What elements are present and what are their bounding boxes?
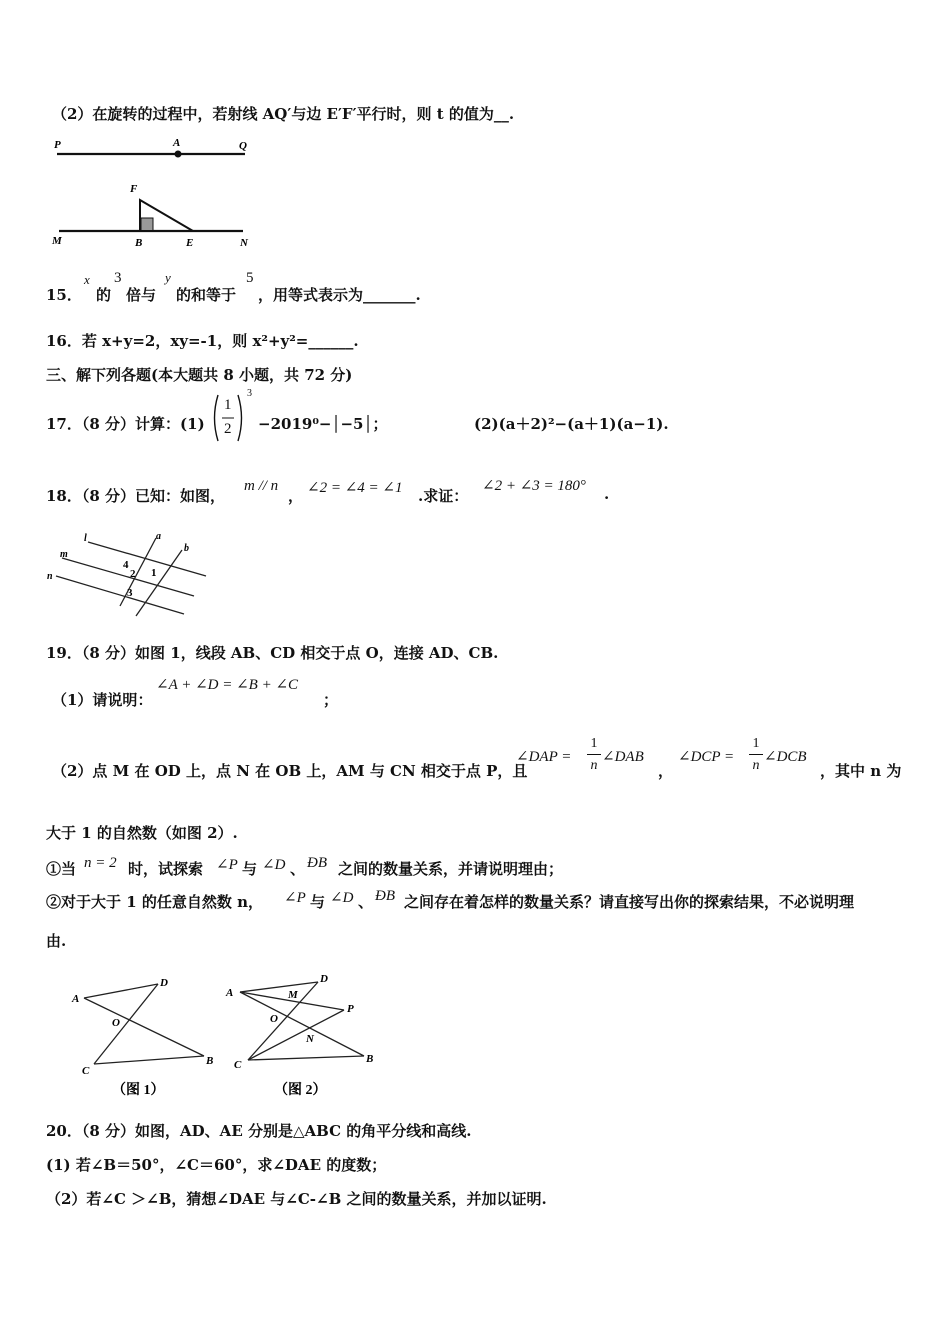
q18-angles: ∠2 = ∠4 = ∠1 (307, 480, 403, 496)
q15-num-3: 3 (114, 270, 122, 286)
q19-c1-mid: 时，试探索 (128, 860, 204, 878)
right-angle-mark (141, 218, 153, 231)
label-b-line: b (184, 543, 189, 554)
q19-frac1-bar (587, 754, 601, 755)
q19-frac2-num: 1 (752, 736, 760, 751)
q18-prefix: 18．（8 分）已知：如图， (46, 487, 226, 505)
q19-c1-end: 之间的数量关系，并请说明理由； (338, 860, 564, 878)
fig2-label-o: O (270, 1013, 278, 1025)
fig1-label-o: O (112, 1017, 120, 1029)
q16-text: 16．若 x+y=2，xy=-1，则 x²+y²=______. (46, 332, 359, 350)
q19-frac2-den: n (752, 758, 760, 773)
segment-cb (94, 1056, 204, 1064)
q19-c1-angle-d: ∠D (262, 857, 286, 873)
q15-var-y: y (165, 270, 171, 285)
q14-part2-text: （2）在旋转的过程中，若射线 AQ′与边 E′F′平行时，则 t 的值为__. (52, 105, 515, 123)
q19-sep: ， (658, 762, 674, 780)
label-f: F (130, 183, 138, 195)
label-a-line: a (156, 531, 161, 542)
q19-frac1-den: n (590, 758, 598, 773)
fig2-label-n: N (306, 1033, 314, 1045)
q19-frac1-num: 1 (590, 736, 598, 751)
fig1-label-c: C (82, 1065, 90, 1077)
fig2-label-d: D (320, 973, 328, 985)
q17-rest: −2019⁰−│−5│； (258, 415, 388, 433)
figure-q19-1 (62, 970, 222, 1100)
label-n-line: n (47, 571, 53, 582)
section3-heading: 三、解下列各题(本大题共 8 小题，共 72 分) (46, 366, 353, 384)
q15-var-x: x (84, 272, 90, 287)
q19-c1-dun: 、 (290, 860, 306, 878)
fig2-label-m: M (288, 989, 298, 1001)
q19-p2-end: ，其中 n 为 (820, 762, 902, 780)
q15-text-beiyu: 倍与 (126, 286, 157, 304)
q19-c2-dun: 、 (358, 893, 374, 911)
q19-c2-end: 之间存在着怎样的数量关系？请直接写出你的探索结果，不必说明理 (404, 893, 855, 911)
q19-dcb: ∠DCB (764, 749, 807, 765)
fig1-caption: （图 1） (112, 1083, 165, 1098)
line-n (56, 576, 184, 614)
q19-c2-last: 由. (46, 932, 67, 950)
q18-prove: .求证： (418, 487, 469, 505)
q19-frac2-bar (749, 754, 763, 755)
q19-c1-yu: 与 (242, 860, 258, 878)
q19-line1: 19．（8 分）如图 1，线段 AB、CD 相交于点 O，连接 AD、CB. (46, 644, 499, 662)
q20-line1: 20．（8 分）如图，AD、AE 分别是△ABC 的角平分线和高线. (46, 1122, 472, 1140)
q19-p1-equation: ∠A + ∠D = ∠B + ∠C (156, 677, 299, 693)
q19-c2-angle-p: ∠P (284, 890, 306, 906)
label-q: Q (239, 140, 247, 152)
segment-dc (94, 984, 158, 1064)
angle-2: 2 (130, 568, 136, 580)
label-l: l (84, 533, 87, 544)
fig2-label-c: C (234, 1059, 242, 1071)
segment-dc-2 (248, 982, 318, 1060)
angle-4: 4 (123, 559, 129, 571)
angle-1: 1 (151, 567, 157, 579)
q18-goal: ∠2 + ∠3 = 180° (482, 478, 586, 494)
fig2-label-a: A (226, 987, 234, 999)
segment-ab-2 (240, 992, 364, 1056)
fig1-label-d: D (160, 977, 168, 989)
q18-parallel: m // n (244, 478, 279, 494)
q19-c2-angle-d: ∠D (330, 890, 354, 906)
point-a (175, 151, 182, 158)
q17-frac-den: 2 (224, 421, 232, 437)
segment-cp (248, 1010, 344, 1060)
q15-text-end: ，用等式表示为_______. (258, 286, 421, 304)
q19-c1-cond: n = 2 (84, 855, 117, 871)
label-a: A (173, 137, 181, 149)
q19-c2-prefix: ②对于大于 1 的任意自然数 n， (46, 893, 264, 911)
label-b: B (135, 237, 143, 249)
q19-c2-angle-b: ÐB (375, 888, 395, 904)
fig2-label-b: B (366, 1053, 374, 1065)
figure-q18 (44, 528, 214, 620)
q19-c1-angle-p: ∠P (216, 857, 238, 873)
q15-num-5: 5 (246, 270, 254, 286)
segment-ab (84, 998, 204, 1056)
q19-p2-prefix: （2）点 M 在 OD 上，点 N 在 OB 上，AM 与 CN 相交于点 P，且 (52, 762, 528, 780)
q17-fraction-group (212, 392, 242, 444)
q17-part2: (2)(a＋2)²−(a＋1)(a−1). (474, 415, 669, 433)
q18-comma: ， (288, 487, 304, 505)
q17-exponent: 3 (247, 388, 252, 399)
q18-end: . (604, 485, 610, 503)
q15-number: 15． (46, 286, 82, 304)
q19-p1-end: ； (323, 691, 339, 709)
segment-ad-2 (240, 982, 318, 992)
label-n: N (240, 237, 248, 249)
figure-q19-2 (222, 970, 392, 1100)
label-m: M (52, 235, 62, 247)
fig2-caption: （图 2） (274, 1083, 327, 1098)
q19-dap: ∠DAP = (516, 749, 572, 765)
q19-c1-angle-b: ÐB (307, 855, 327, 871)
q20-line3: （2）若∠C ＞∠B，猜想∠DAE 与∠C-∠B 之间的数量关系，并加以证明. (46, 1190, 547, 1208)
q19-dab: ∠DAB (602, 749, 644, 765)
q19-p1-prefix: （1）请说明： (52, 691, 153, 709)
label-m-line: m (60, 549, 68, 560)
q15-text-de: 的 (96, 286, 112, 304)
q19-c2-yu: 与 (310, 893, 326, 911)
fig2-label-p: P (347, 1003, 354, 1015)
q15-text-hedengyu: 的和等于 (176, 286, 237, 304)
label-p: P (54, 139, 61, 151)
q17-frac-num: 1 (224, 397, 232, 413)
q20-line2: (1) 若∠B＝50°，∠C＝60°，求∠DAE 的度数； (46, 1156, 387, 1174)
segment-ad (84, 984, 158, 998)
segment-cb-2 (248, 1056, 364, 1060)
q19-dcp: ∠DCP = (678, 749, 735, 765)
label-e: E (186, 237, 194, 249)
fig1-label-b: B (206, 1055, 214, 1067)
figure-q14 (45, 132, 265, 252)
q19-line-cont: 大于 1 的自然数（如图 2）. (46, 824, 238, 842)
q17-prefix: 17．（8 分）计算：(1) (46, 415, 205, 433)
q19-c1-prefix: ①当 (46, 860, 77, 878)
angle-3: 3 (127, 587, 133, 599)
fig1-label-a: A (72, 993, 80, 1005)
